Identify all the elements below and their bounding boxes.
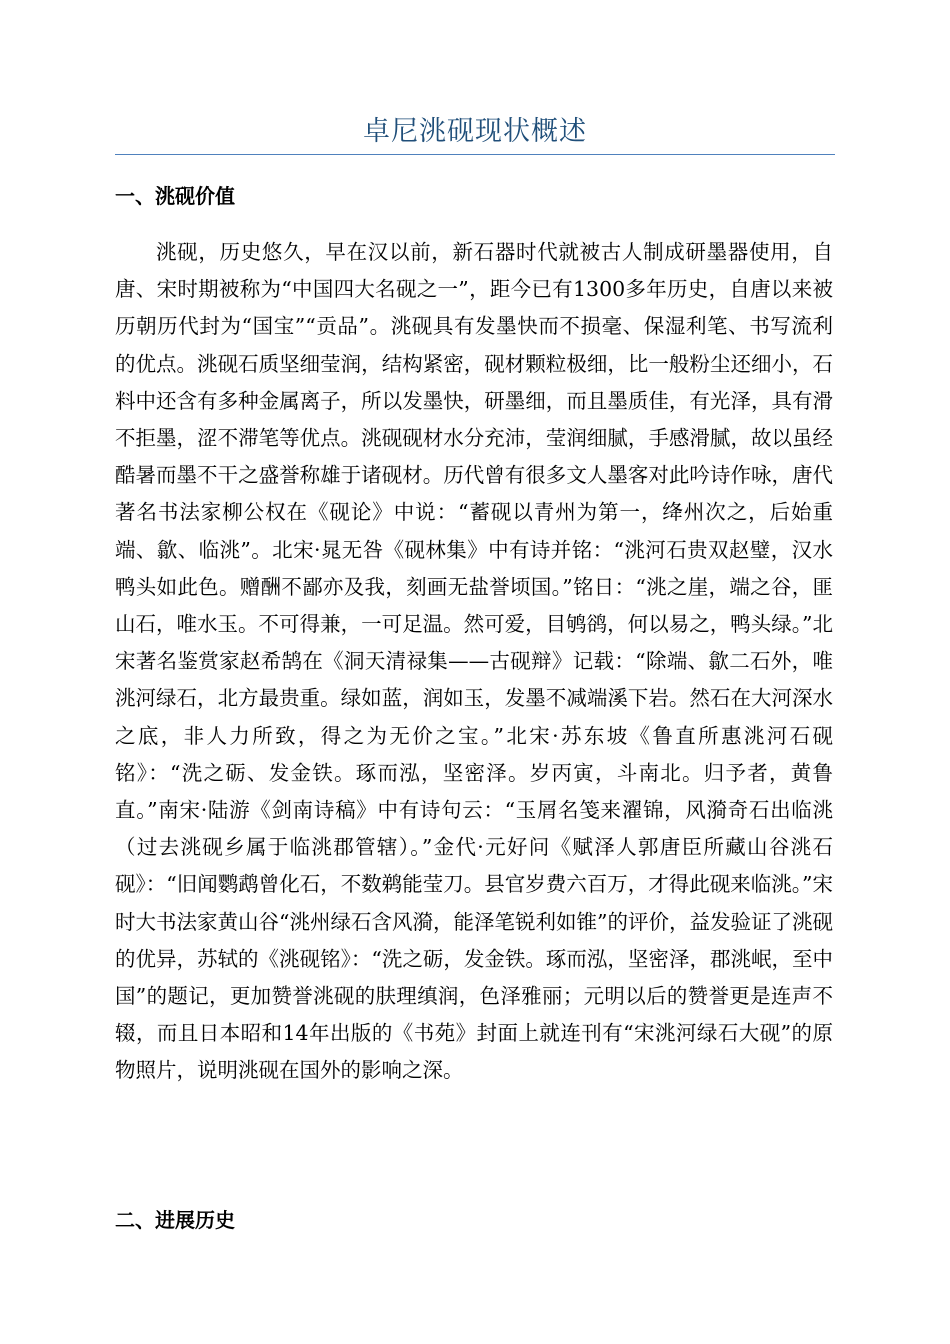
section-heading-value: 一、洮砚价值 xyxy=(115,184,235,208)
title-underline xyxy=(115,154,835,155)
document-title: 卓尼洮砚现状概述 xyxy=(363,116,587,147)
section-paragraph-value: 洮砚，历史悠久，早在汉以前，新石器时代就被古人制成研墨器使用，自唐、宋时期被称为“中国四大名砚之一”，距今已有1300多年历史，自唐以来被历朝历代封为“国宝”“贡品”。洮砚具有发墨快而不损毫、保湿利笔、书写流利的优点。洮砚石质坚细莹润，结构紧密，砚材颗粒极细，比一般粉尘还细小，石料中还含有多种金属离子，所以发墨快，研墨细，而且墨质佳，有光泽，具有滑不拒墨，涩不滞笔等优点。洮砚砚材水分充沛，莹润细腻，手感滑腻，故以虽经酷暑而墨不干之盛誉称雄于诸砚材。历代曾有很多文人墨客对此吟诗作咏，唐代著名书法家柳公权在《砚论》中说：“蓄砚以青州为第一，绛州次之，后始重端、歙、临洮”。北宋·晁无咎《砚林集》中有诗并铭：“洮河石贵双赵璧，汉水鸭头如此色。赠酬不鄙亦及我，刻画无盐誉顷国。”铭日：“洮之崖，端之谷，匪山石，唯水玉。不可得兼，一可足温。然可爱，目鸲鹆，何以易之，鸭头绿。”北宋著名鉴赏家赵希鹄在《洞天清禄集——古砚辩》记载：“除端、歙二石外，唯洮河绿石，北方最贵重。绿如蓝，润如玉，发墨不减端溪下岩。然石在大河深水之底，非人力所致，得之为无价之宝。”北宋·苏东坡《鲁直所惠洮河石砚铭》：“洗之砺、发金铁。琢而泓，坚密泽。岁丙寅，斗南北。归予者，黄鲁直。”南宋·陆游《剑南诗稿》中有诗句云：“玉屑名笺来濯锦，风漪奇石出临洮（过去洮砚乡属于临洮郡管辖）。”金代·元好问《赋泽人郭唐臣所藏山谷洮石砚》：“旧闻鹦鹉曾化石，不数鹈能莹刀。县官岁费六百万，才得此砚来临洮。”宋时大书法家黄山谷“洮州绿石含风漪，能泽笔锐利如锥”的评价，益发验证了洮砚的优异，苏轼的《洮砚铭》：“洗之砺，发金铁。琢而泓，坚密泽，郡洮岷，至中国”的题记，更加赞誉洮砚的肤理缜润，色泽雅丽；元明以后的赞誉更是连声不辍，而且日本昭和14年出版的《书苑》封面上就连刊有“宋洮河绿石大砚”的原物照片，说明洮砚在国外的影响之深。 xyxy=(115,240,833,1083)
section-heading-history: 二、进展历史 xyxy=(115,1208,235,1232)
